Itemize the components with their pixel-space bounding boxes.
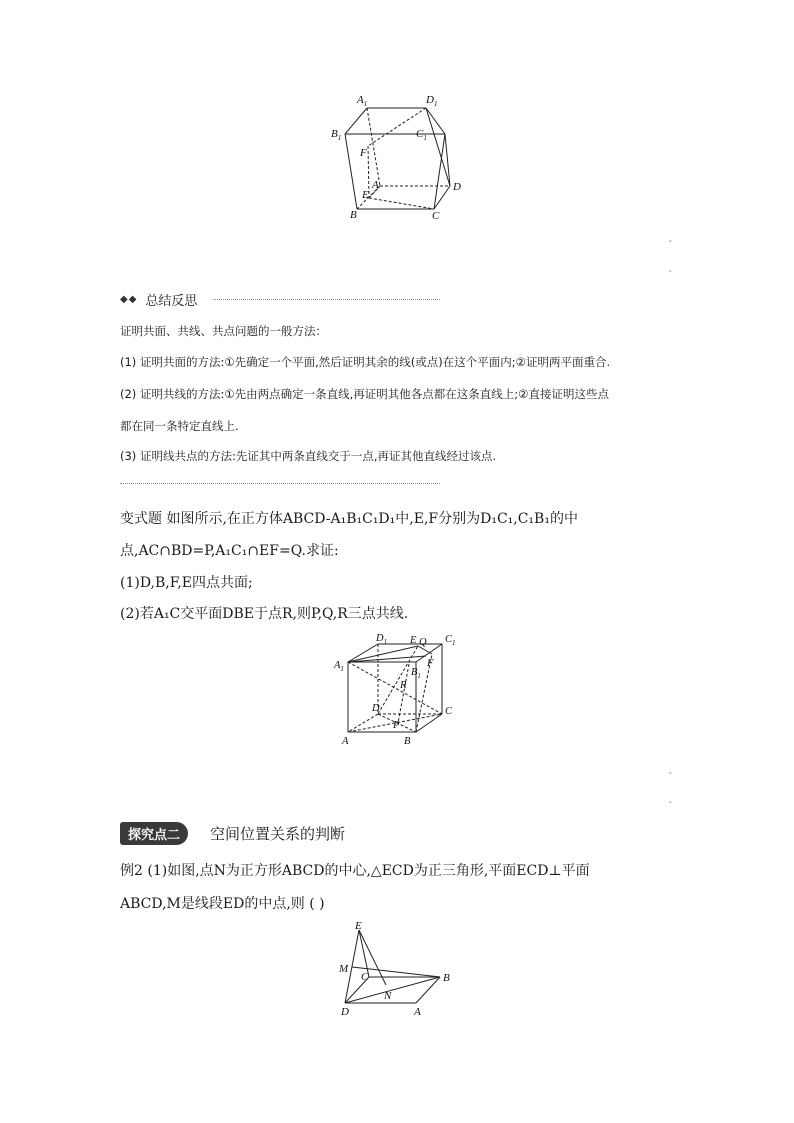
- section-title: 空间位置关系的判断: [210, 825, 346, 843]
- example-line-1: 例2 (1)如图,点N为正方形ABCD的中心,△ECD为正三角形,平面ECD⊥平面: [120, 863, 590, 879]
- summary-title: 总结反思: [145, 294, 198, 309]
- page-mark: -: [668, 236, 672, 247]
- label-B: B: [404, 736, 411, 747]
- label-A: A: [414, 1006, 421, 1018]
- label-E: E: [355, 920, 362, 932]
- example-line-2: ABCD,M是线段ED的中点,则 ( ): [120, 896, 325, 912]
- variant-line-2: 点,AC∩BD=P,A₁C₁∩EF=Q.求证:: [120, 543, 339, 559]
- page-mark: -: [668, 768, 672, 779]
- label-F: F: [360, 147, 367, 159]
- label-F: F: [427, 658, 434, 669]
- page-mark: -: [668, 266, 672, 277]
- label-A: A: [342, 736, 349, 747]
- label-C1: $C_1$: [445, 634, 456, 647]
- summary-item-2-cont: 都在同一条特定直线上.: [120, 419, 239, 433]
- label-C: C: [445, 706, 453, 717]
- dotted-divider: [120, 483, 440, 484]
- label-B: B: [443, 972, 450, 984]
- summary-header: [120, 290, 440, 309]
- label-B1: $B_1$: [411, 667, 421, 680]
- variant-line-1: 变式题 如图所示,在正方体ABCD-A₁B₁C₁D₁中,E,F分别为D₁C₁,C₁B₁的中: [120, 511, 578, 527]
- page-mark: -: [668, 797, 672, 808]
- summary-intro: 证明共面、共线、共点问题的一般方法：: [120, 324, 327, 338]
- summary-item-1: (1) 证明共面的方法:①先确定一个平面,然后证明其余的线(或点)在这个平面内;②证明两平面重合.: [120, 355, 611, 369]
- label-A: A: [372, 179, 379, 191]
- label-Q: Q: [419, 637, 427, 648]
- label-E: E: [410, 635, 417, 646]
- label-D1: $D_1$: [376, 633, 388, 646]
- dotted-divider: [213, 299, 440, 300]
- label-A1: $A_1$: [334, 660, 344, 673]
- label-P: P: [393, 720, 400, 731]
- section-badge: 探究点二: [120, 822, 188, 845]
- figure-parallelepiped: [320, 88, 480, 228]
- label-D: D: [341, 1006, 349, 1018]
- label-C: C: [432, 210, 440, 222]
- variant-line-3: (1)D,B,F,E四点共面;: [120, 575, 253, 591]
- label-D: D: [372, 703, 380, 714]
- summary-item-3: (3) 证明线共点的方法:先证其中两条直线交于一点,再证其他直线经过该点.: [120, 449, 497, 463]
- label-A1: $A_1$: [357, 94, 368, 108]
- figure-cube: [330, 630, 470, 748]
- variant-line-4: (2)若A₁C交平面DBE于点R,则P,Q,R三点共线.: [120, 606, 409, 622]
- diamond-icon: ◆◆: [120, 294, 138, 305]
- label-C1: $C_1$: [416, 128, 427, 142]
- label-E: E: [362, 189, 369, 201]
- label-C: C: [361, 971, 369, 983]
- label-D1: $D_1$: [426, 94, 438, 108]
- summary-item-2: (2) 证明共线的方法:①先由两点确定一条直线,再证明其他各点都在这条直线上;②直接证明这些点: [120, 387, 609, 401]
- label-D: D: [453, 181, 461, 193]
- figure-pyramid: [330, 920, 470, 1020]
- label-N: N: [384, 990, 392, 1002]
- label-M: M: [339, 963, 349, 975]
- label-B: B: [350, 209, 357, 221]
- label-B1: $B_1$: [331, 128, 342, 142]
- label-R: R: [400, 680, 407, 691]
